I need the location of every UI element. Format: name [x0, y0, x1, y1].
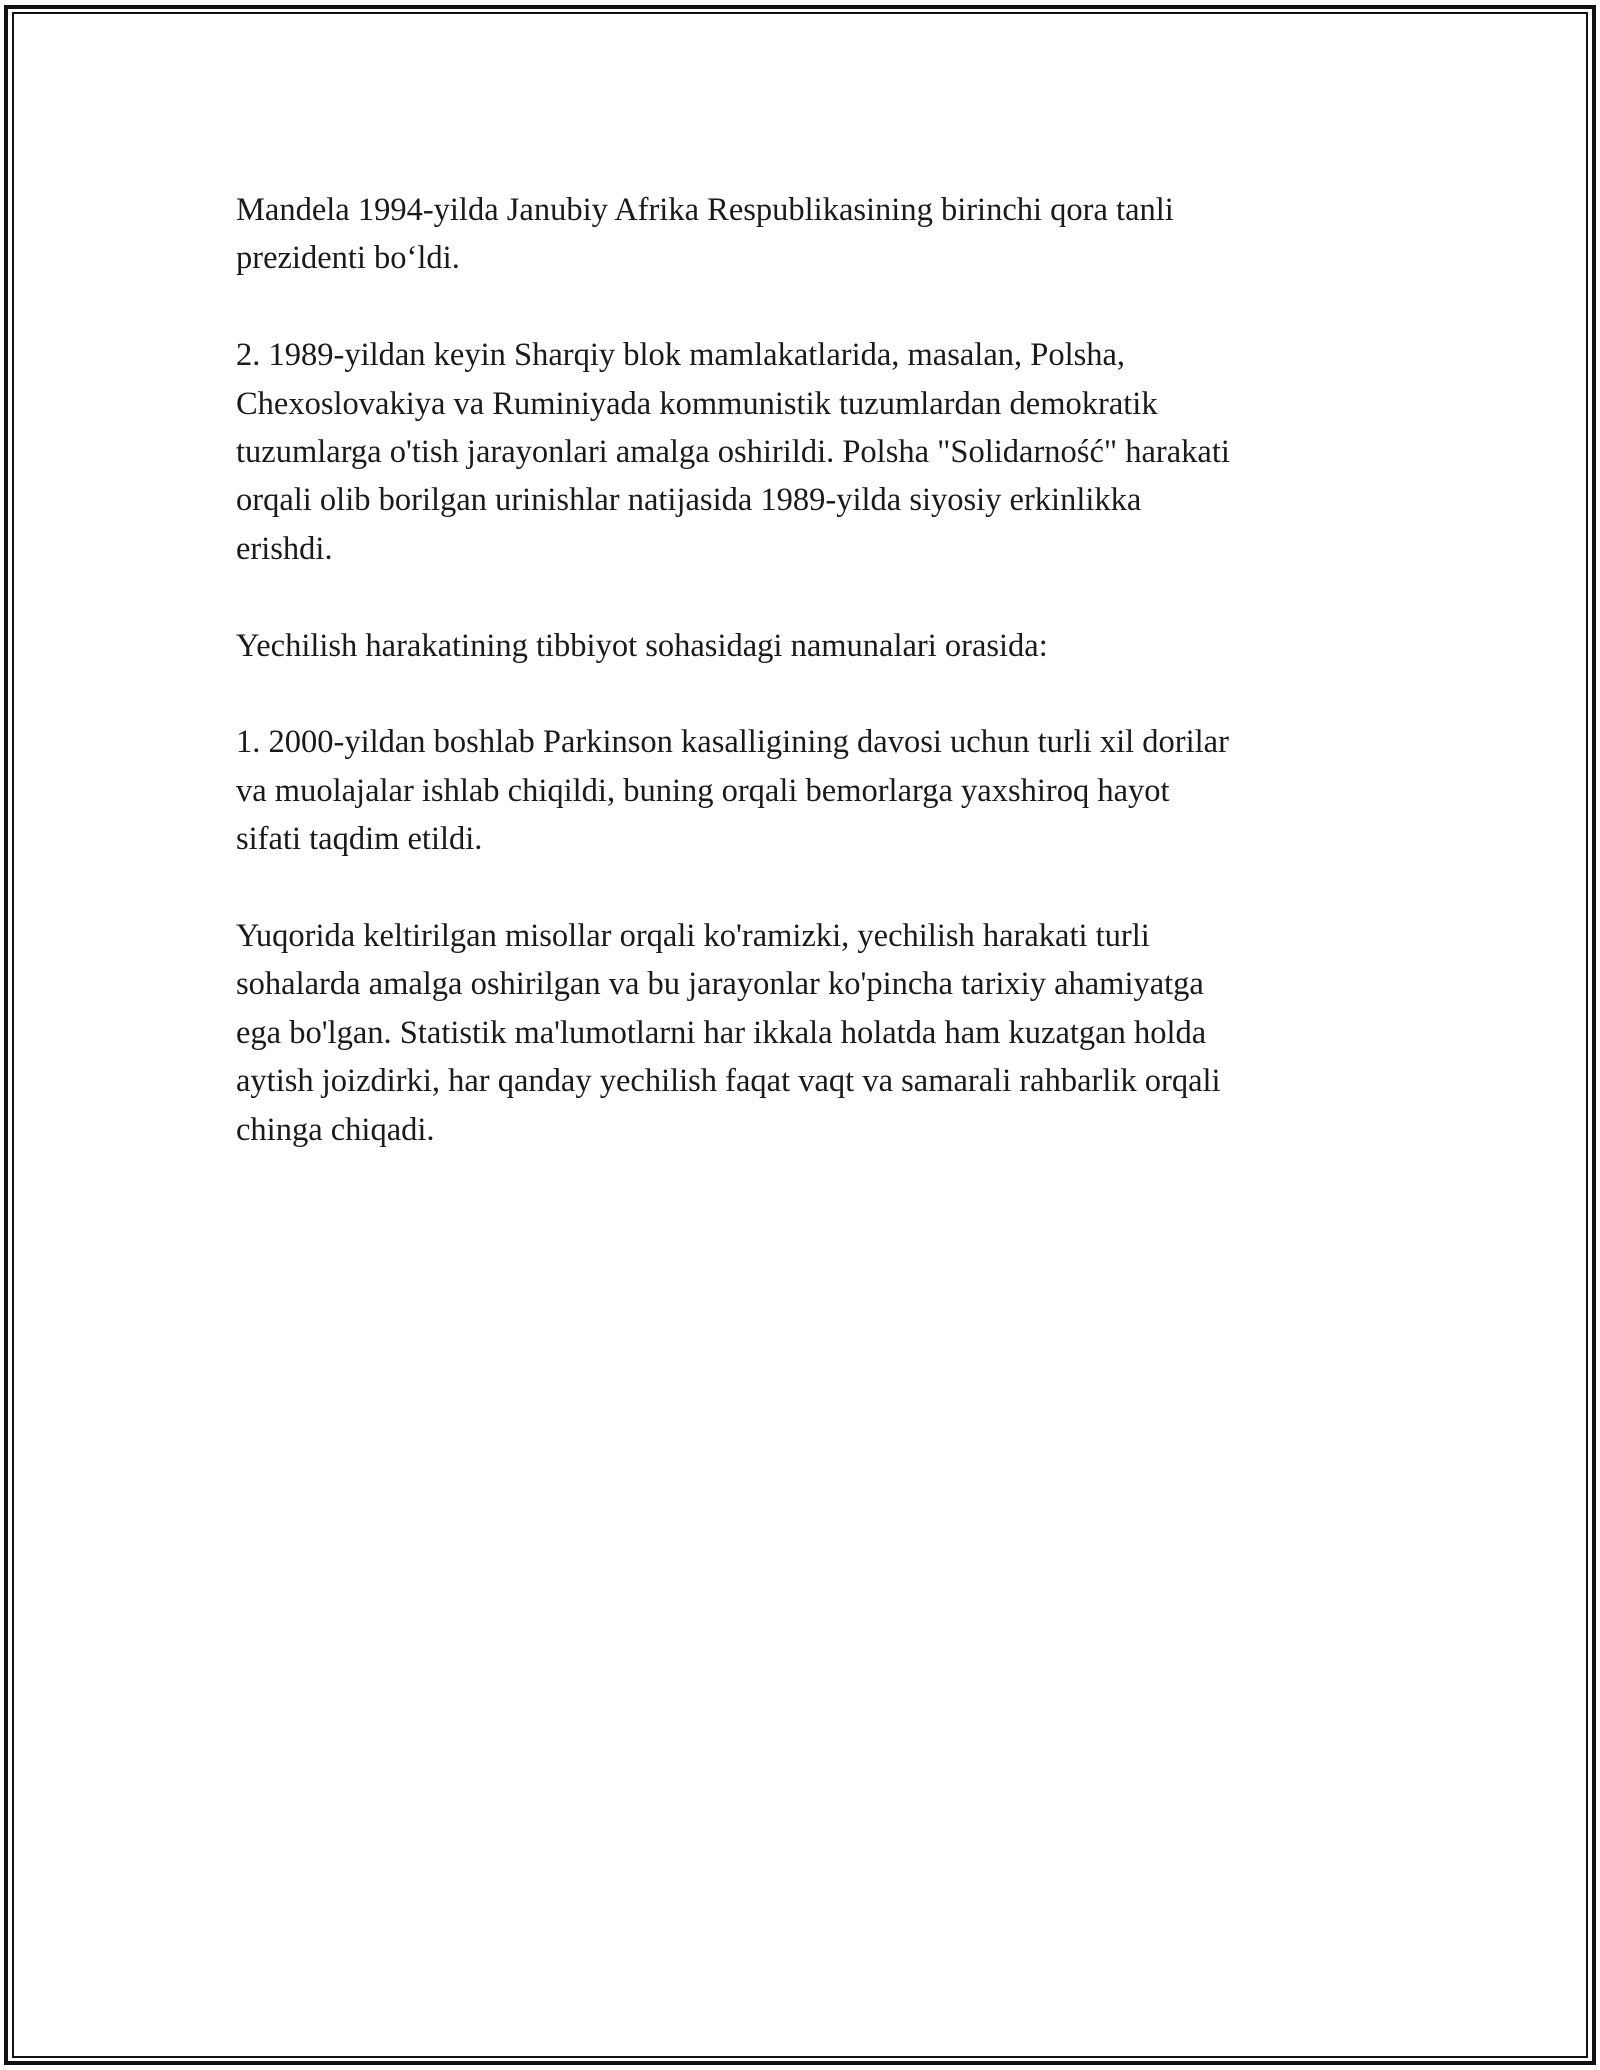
paragraph-medical-intro: Yechilish harakatining tibbiyot sohasidagi namunalari orasida:: [236, 627, 1048, 664]
paragraph-gap: [236, 283, 1376, 331]
paragraph-conclusion: Yuqorida keltirilgan misollar orqali ko'ramizki, yechilish harakati turli sohalarda amalga oshirilgan va bu jarayonlar ko'pincha tarixiy ahamiyatga ega bo'lgan. Statistik ma'lumotlarni har ikkala holatda ham kuzatgan holda aytish joizdirki, har qanday yechilish faqat vaqt va samarali rahbarlik orqali chinga chiqadi.: [236, 918, 1221, 1148]
paragraph-gap: [236, 573, 1376, 621]
paragraph-eastern-bloc: 2. 1989-yildan keyin Sharqiy blok mamlakatlarida, masalan, Polsha, Chexoslovakiya va Ruminiyada kommunistik tuzumlardan demokratik tuzumlarga o'tish jarayonlari amalga oshirildi. Polsha "Solidarność" harakati orqali olib borilgan urinishlar natijasida 1989-yilda siyosiy erkinlikka erishdi.: [236, 337, 1230, 567]
paragraph-gap: [236, 864, 1376, 912]
paragraph-mandela: Mandela 1994-yilda Janubiy Afrika Respublikasining birinchi qora tanli prezidenti bo‘ldi.: [236, 192, 1174, 277]
paragraph-parkinson: 1. 2000-yildan boshlab Parkinson kasalligining davosi uchun turli xil dorilar va muolajalar ishlab chiqildi, buning orqali bemorlarga yaxshiroq hayot sifati taqdim etildi.: [236, 724, 1229, 858]
paragraph-gap: [236, 670, 1376, 718]
document-body: [236, 186, 1376, 1154]
